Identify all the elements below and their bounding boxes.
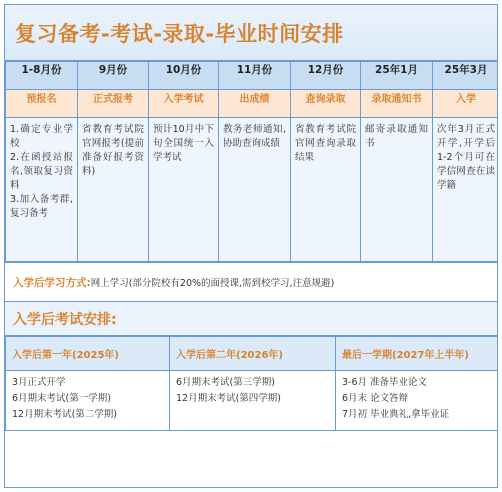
details-row [6,118,499,262]
month-cell: 11月份 [219,62,291,90]
list-item: 6月期末考试(第三学期) [176,377,275,388]
list-item: 6月末 论文答辩 [342,393,409,404]
details-cell [6,118,78,262]
list-item: 3-6月 准备毕业论文 [342,377,428,388]
event-cell: 预报名 [6,90,78,118]
list-item: 12月期末考试(第二学期) [12,409,118,420]
study-method [5,262,497,302]
event-cell: 出成绩 [219,90,291,118]
month-cell: 10月份 [149,62,219,90]
event-cell: 入学考试 [149,90,219,118]
year-items [170,371,336,431]
details-text: 邮寄录取通知书 [365,124,428,149]
event-cell: 正式报考 [78,90,149,118]
details-cell [219,118,291,262]
year-heading: 入学后第二年(2026年) [170,337,336,371]
event-cell: 录取通知书 [361,90,433,118]
month-cell: 1-8月份 [6,62,78,90]
details-text: 省教育考试院官网查询录取结果 [295,124,356,163]
event-cell: 入学 [433,90,499,118]
year-items-row [6,371,499,431]
list-item: 3月正式开学 [12,377,66,388]
year-heading: 最后一学期(2027年上半年) [336,337,499,371]
page-title: 复习备考-考试-录取-毕业时间安排 [15,21,344,46]
year-items [336,371,499,431]
month-cell: 25年1月 [361,62,433,90]
month-cell: 9月份 [78,62,149,90]
list-item: 12月期末考试(第四学期) [176,393,282,404]
year-header-row [6,337,499,371]
year-items [6,371,170,431]
schedule-page [4,4,498,488]
details-text: 省教育考试院官网报考(提前准备好报考资料) [82,124,144,177]
study-method-label: 入学后学习方式: [13,276,91,289]
exam-section-title [5,302,497,336]
title-bar [5,5,497,61]
event-cell: 查询录取 [291,90,361,118]
details-cell [291,118,361,262]
list-item: 7月初 毕业典礼,拿毕业证 [342,409,450,420]
year-heading: 入学后第一年(2025年) [6,337,170,371]
month-cell: 25年3月 [433,62,499,90]
details-text: 次年3月正式开学,开学后1-2个月可在学信网查在读学籍 [437,124,495,191]
month-header-row [6,62,499,90]
details-cell [361,118,433,262]
details-cell [149,118,219,262]
list-item: 6月期末考试(第一学期) [12,393,111,404]
details-text: 教务老师通知,协助查询成绩 [223,124,286,149]
month-cell: 12月份 [291,62,361,90]
details-text: 预计10月中下旬全国统一入学考试 [153,124,214,163]
exam-section-heading: 入学后考试安排: [13,311,117,328]
details-text: 1.确定专业学校 2.在函授站报名,领取复习资料 3.加入备考群,复习备考 [10,124,73,219]
details-cell [78,118,149,262]
study-method-value: 网上学习(部分院校有20%的面授课,需到校学习,注意规避) [90,278,335,289]
event-row [6,90,499,118]
timeline-table [5,61,498,262]
exam-years-table [5,336,498,431]
details-cell [433,118,499,262]
